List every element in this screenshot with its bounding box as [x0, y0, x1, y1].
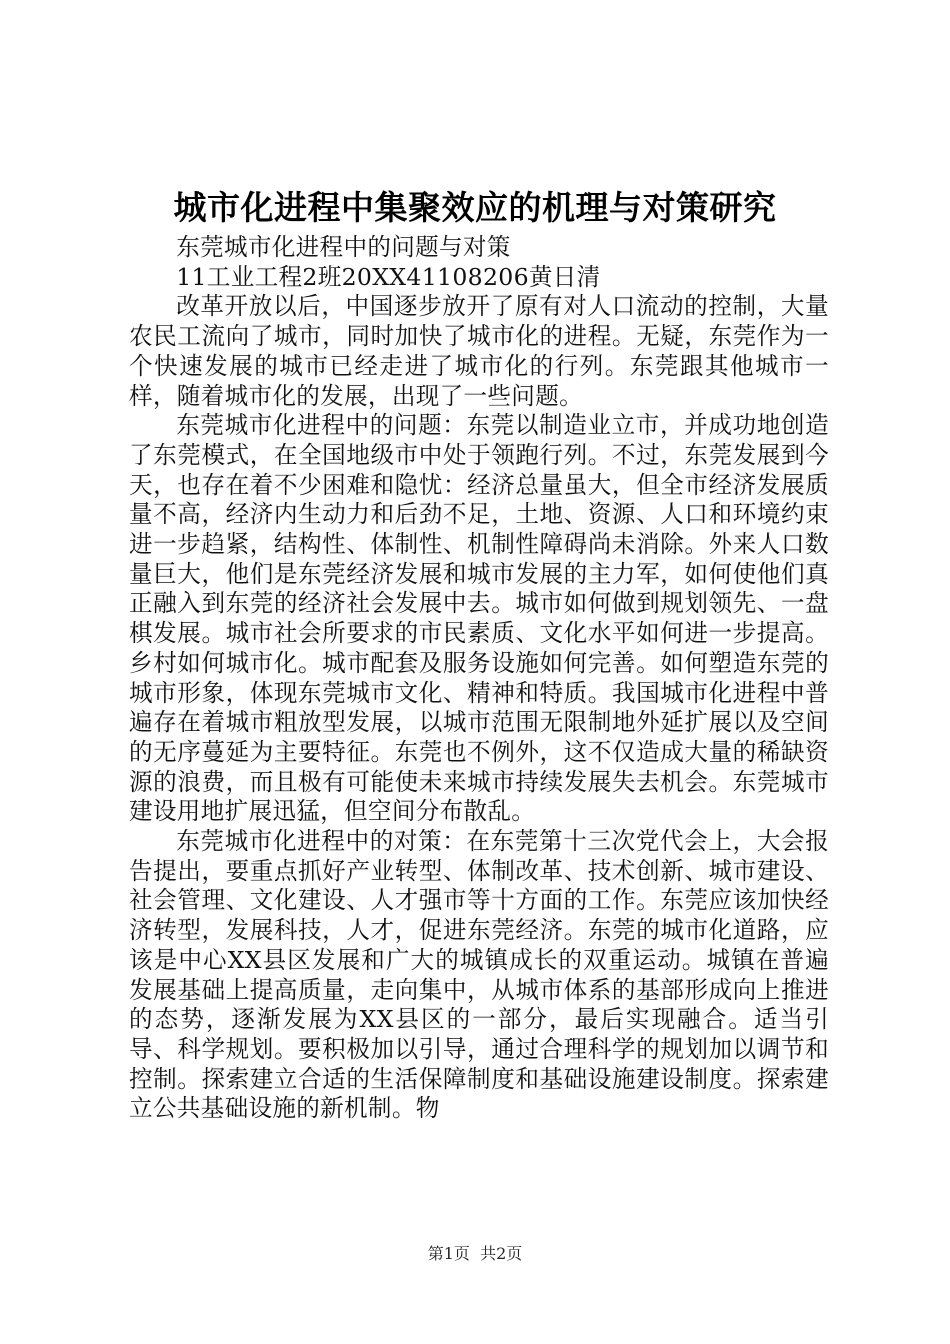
author-line: 11工业工程2班20XX41108206黄日清 [176, 262, 601, 291]
page-number-current: 第1页 [427, 1244, 470, 1263]
body-paragraph-2: 东莞城市化进程中的问题：东莞以制造业立市，并成功地创造了东莞模式，在全国地级市中处于领跑行列。不过，东莞发展到今天，也存在着不少困难和隐忧：经济总量虽大，但全市经济发展质量不高，经济内生动力和后劲不足，土地、资源、人口和环境约束进一步趋紧，结构性、体制性、机制性障碍尚未消除。外来人口数量巨大，他们是东莞经济发展和城市发展的主力军，如何使他们真正融入到东莞的经济社会发展中去。城市如何做到规划领先、一盘棋发展。城市社会所要求的市民素质、文化水平如何进一步提高。乡村如何城市化。城市配套及服务设施如何完善。如何塑造东莞的城市形象，体现东莞城市文化、精神和特质。我国城市化进程中普遍存在着城市粗放型发展，以城市范围无限制地外延扩展以及空间的无序蔓延为主要特征。东莞也不例外，这不仅造成大量的稀缺资源的浪费，而且极有可能使未来城市持续发展失去机会。东莞城市建设用地扩展迅猛，但空间分布散乱。 [129, 411, 829, 826]
body-paragraph-1: 改革开放以后，中国逐步放开了原有对人口流动的控制，大量农民工流向了城市，同时加快了城市化的进程。无疑，东莞作为一个快速发展的城市已经走进了城市化的行列。东莞跟其他城市一样，随着城市化的发展，出现了一些问题。 [129, 292, 829, 410]
subtitle-line: 东莞城市化进程中的问题与对策 [176, 233, 511, 261]
page-footer [0, 1244, 950, 1264]
document-title: 城市化进程中集聚效应的机理与对策研究 [173, 188, 777, 227]
body-paragraph-3: 东莞城市化进程中的对策：在东莞第十三次党代会上，大会报告提出，要重点抓好产业转型、体制改革、技术创新、城市建设、社会管理、文化建设、人才强市等十方面的工作。东莞应该加快经济转型，发展科技，人才，促进东莞经济。东莞的城市化道路，应该是中心XX县区发展和广大的城镇成长的双重运动。城镇在普遍发展基础上提高质量，走向集中，从城市体系的基部形成向上推进的态势，逐渐发展为XX县区的一部分，最后实现融合。适当引导、科学规划。要积极加以引导，通过合理科学的规划加以调节和控制。探索建立合适的生活保障制度和基础设施建设制度。探索建立公共基础设施的新机制。物 [129, 827, 829, 1123]
page-number-total: 共2页 [480, 1244, 523, 1263]
footer-separator [470, 1244, 480, 1263]
document-body [129, 233, 829, 1124]
